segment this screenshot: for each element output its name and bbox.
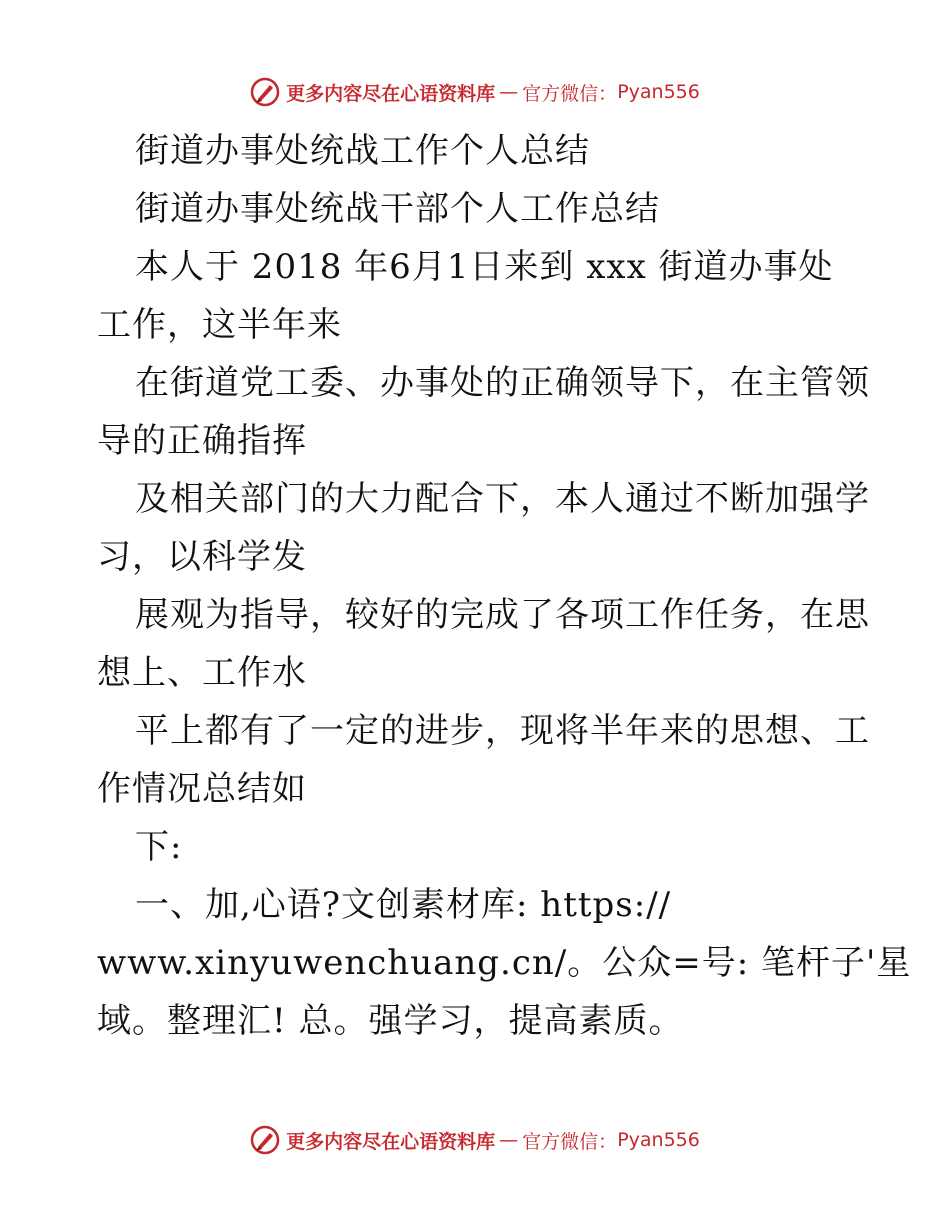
paragraph-line: 在街道党工委、办事处的正确领导下，在主管领 <box>135 363 870 403</box>
paragraph-line: 想上、工作水 <box>97 653 307 693</box>
paragraph-line: 导的正确指挥 <box>97 421 307 461</box>
banner-separator: — <box>499 1129 519 1151</box>
paragraph-line: 一、加,心语?文创素材库: https:// <box>135 885 672 925</box>
banner-label: 官方微信： <box>522 82 618 105</box>
pen-logo-icon <box>250 77 280 107</box>
header-banner <box>0 72 950 112</box>
paragraph-line: 及相关部门的大力配合下，本人通过不断加强学 <box>135 479 870 519</box>
paragraph-line: 域。整理汇! 总。强学习，提高素质。 <box>97 1001 684 1041</box>
banner-separator: — <box>499 81 519 103</box>
doc-title: 街道办事处统战工作个人总结 <box>135 131 590 171</box>
footer-banner <box>0 1120 950 1160</box>
banner-title: 更多内容尽在心语资料库 <box>286 82 496 105</box>
paragraph-line: 工作，这半年来 <box>97 305 342 345</box>
doc-subtitle: 街道办事处统战干部个人工作总结 <box>135 189 660 229</box>
paragraph-line: 下: <box>135 827 183 867</box>
paragraph-line: www.xinyuwenchuang.cn/。公众=号: 笔杆子'星 <box>97 943 912 983</box>
banner-title: 更多内容尽在心语资料库 <box>286 1130 496 1153</box>
banner-label: 官方微信： <box>522 1130 618 1153</box>
pen-logo-icon <box>250 1125 280 1155</box>
banner-account: Pyan556 <box>617 1129 700 1151</box>
banner-account: Pyan556 <box>617 81 700 103</box>
paragraph-line: 展观为指导，较好的完成了各项工作任务，在思 <box>135 595 870 635</box>
document-body <box>97 122 912 1050</box>
paragraph-line: 习，以科学发 <box>97 537 307 577</box>
paragraph-line: 平上都有了一定的进步，现将半年来的思想、工 <box>135 711 870 751</box>
paragraph-line: 本人于 2018 年6月1日来到 xxx 街道办事处 <box>135 247 834 287</box>
paragraph-line: 作情况总结如 <box>97 769 307 809</box>
